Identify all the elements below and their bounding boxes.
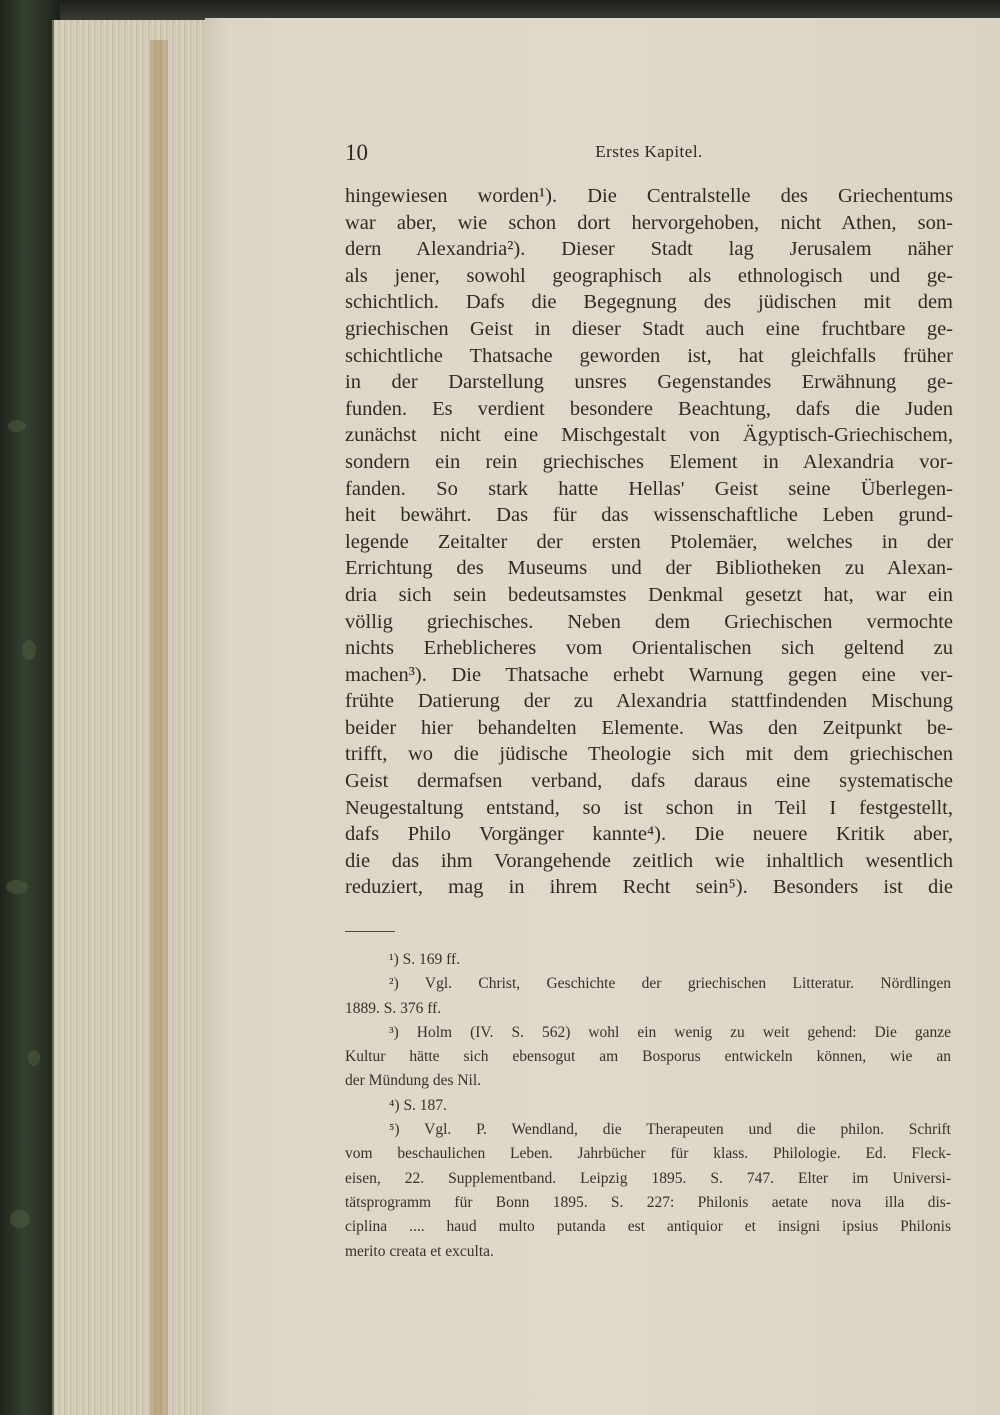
text-line: sondern ein rein griechisches Element in Alexandria vor- (345, 450, 953, 473)
footnote-line: ²) Vgl. Christ, Geschichte der griechischen Litteratur. Nördlingen (389, 975, 951, 993)
running-title: Erstes Kapitel. (595, 142, 703, 161)
text-line: machen³). Die Thatsache erhebt Warnung gegen eine ver- (345, 663, 953, 686)
footnote-line: eisen, 22. Supplementband. Leipzig 1895. S. 747. Elter im Universi- (345, 1169, 951, 1187)
page-header (345, 140, 953, 170)
footnote-line: ⁵) Vgl. P. Wendland, die Therapeuten und die philon. Schrift (389, 1121, 951, 1139)
footnote-line: vom beschaulichen Leben. Jahrbücher für klass. Philologie. Ed. Fleck- (345, 1145, 951, 1163)
footnote-line: 1889. S. 376 ff. (345, 999, 442, 1017)
footnote-line: tätsprogramm für Bonn 1895. S. 227: Philonis aetate nova illa dis- (345, 1193, 951, 1211)
text-line: frühte Datierung der zu Alexandria stattfindenden Mischung (345, 690, 953, 713)
page-number: 10 (345, 140, 368, 165)
text-line: nichts Erheblicheres vom Orientalischen sich geltend zu (345, 637, 953, 660)
footnote-line: der Mündung des Nil. (345, 1072, 482, 1090)
text-line: dafs Philo Vorgänger kannte⁴). Die neuere Kritik aber, (345, 823, 953, 846)
footnote-line: ¹) S. 169 ff. (389, 951, 461, 968)
footnotes (345, 948, 951, 1264)
text-line: dern Alexandria²). Dieser Stadt lag Jerusalem näher (345, 238, 953, 261)
text-line: Neugestaltung entstand, so ist schon in Teil I festgestellt, (345, 796, 953, 819)
text-line: dria sich sein bedeutsamstes Denkmal gesetzt hat, war ein (345, 583, 953, 606)
footnote-line: ⁴) S. 187. (389, 1096, 447, 1114)
text-line: beider hier behandelten Elemente. Was den Zeitpunkt be- (345, 716, 953, 739)
footnote-line: ciplina .... haud multo putanda est antiquior et insigni ipsius Philonis (345, 1218, 951, 1236)
text-line: reduziert, mag in ihrem Recht sein⁵). Besonders ist die (345, 876, 953, 899)
page-edges (52, 20, 214, 1415)
text-line: Geist dermafsen verband, dafs daraus eine systematische (345, 770, 953, 793)
text-line: legende Zeitalter der ersten Ptolemäer, welches in der (345, 530, 953, 553)
text-line: funden. Es verdient besondere Beachtung, dafs die Juden (345, 397, 953, 420)
book-cover (0, 0, 60, 1415)
text-line: fanden. So stark hatte Hellas' Geist seine Überlegen- (345, 477, 953, 500)
text-line: hingewiesen worden¹). Die Centralstelle des Griechentums (345, 185, 953, 207)
text-line: in der Darstellung unsres Gegenstandes Erwähnung ge- (345, 371, 953, 394)
footnote-separator (345, 931, 395, 932)
text-line: griechischen Geist in dieser Stadt auch eine fruchtbare ge- (345, 317, 953, 340)
text-line: schichtlich. Dafs die Begegnung des jüdischen mit dem (345, 291, 953, 314)
page-edge-shadow (150, 40, 168, 1415)
text-line: heit bewährt. Das für das wissenschaftliche Leben grund- (345, 504, 953, 527)
main-text (345, 183, 953, 901)
footnote-line: Kultur hätte sich ebensogut am Bosporus entwickeln können, wie an (345, 1048, 951, 1066)
text-line: trifft, wo die jüdische Theologie sich mit dem griechischen (345, 743, 953, 766)
text-line: als jener, sowohl geographisch als ethnologisch und ge- (345, 264, 953, 287)
text-line: war aber, wie schon dort hervorgehoben, nicht Athen, son- (345, 211, 953, 234)
footnote-line: ³) Holm (IV. S. 562) wohl ein wenig zu weit gehend: Die ganze (389, 1023, 951, 1041)
text-line: völlig griechisches. Neben dem Griechischen vermochte (345, 610, 953, 633)
footnote-line: merito creata et exculta. (345, 1242, 494, 1260)
text-line: zunächst nicht eine Mischgestalt von Ägyptisch-Griechischem, (345, 424, 953, 447)
text-line: schichtliche Thatsache geworden ist, hat gleichfalls früher (345, 344, 953, 367)
text-line: die das ihm Vorangehende zeitlich wie inhaltlich wesentlich (345, 849, 953, 872)
text-line: Errichtung des Museums und der Bibliotheken zu Alexan- (345, 557, 953, 580)
